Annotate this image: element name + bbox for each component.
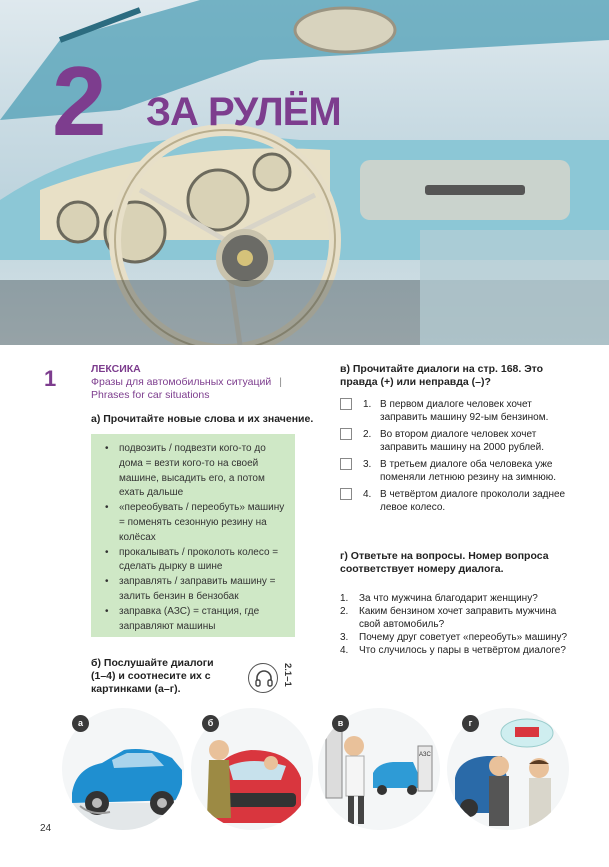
statement-text: В третьем диалоге оба человека уже поменяли летнюю резину на зимнюю. (380, 459, 557, 483)
picture-label: б (202, 715, 219, 732)
question-item (340, 644, 580, 657)
question-text: Каким бензином хочет заправить мужчина свой автомобиль? (359, 606, 557, 630)
task-v-title: в) Прочитайте диалоги на стр. 168. Это правда (+) или неправда (–)? (340, 363, 544, 388)
statement-text: В четвёртом диалоге прокололи заднее левое колесо. (380, 489, 566, 513)
question-text: За что мужчина благодарит женщину? (359, 593, 538, 604)
vocabulary-item: • «переобувать / переобуть» машину = поменять сезонную резину на колёсах (103, 501, 287, 545)
true-false-item (340, 488, 580, 514)
vocabulary-item: • прокалывать / проколоть колесо = сделать дырку в шине (103, 546, 287, 576)
hero-photo (0, 0, 609, 345)
item-number: 2. (363, 429, 372, 440)
section-label: ЛЕКСИКА (91, 363, 141, 375)
vocabulary-list (103, 442, 287, 634)
audio-button[interactable] (248, 663, 278, 693)
answer-checkbox[interactable] (340, 398, 352, 410)
item-number: 3. (340, 632, 349, 643)
vocabulary-box (91, 434, 295, 637)
item-number: 2. (340, 606, 349, 617)
answer-checkbox[interactable] (340, 428, 352, 440)
picture-label: г (462, 715, 479, 732)
station-sign: АЗС (419, 752, 431, 758)
answer-checkbox[interactable] (340, 488, 352, 500)
vocabulary-item: • заправка (АЗС) = станция, где заправляют машины (103, 605, 287, 635)
true-false-item (340, 398, 580, 424)
statement-text: Во втором диалоге человек хочет заправить машину на 2000 рублей. (380, 429, 544, 453)
true-false-list (340, 398, 580, 518)
item-number: 4. (363, 489, 372, 500)
true-false-item (340, 428, 580, 454)
chapter-number: 2 (52, 46, 105, 156)
answer-checkbox[interactable] (340, 458, 352, 470)
section-subtitle-en: Phrases for car situations (91, 389, 210, 401)
subtitle-separator: | (279, 376, 282, 388)
section-subtitle (91, 376, 306, 389)
task-g-title: г) Ответьте на вопросы. Номер вопроса соответствует номеру диалога. (340, 550, 549, 575)
item-number: 1. (340, 593, 349, 604)
headphones-icon (254, 669, 274, 689)
questions-list (340, 592, 580, 657)
picture-label: а (72, 715, 89, 732)
task-a-title: а) Прочитайте новые слова и их значение. (91, 413, 314, 425)
section-subtitle-ru: Фразы для автомобильных ситуаций (91, 376, 272, 388)
statement-text: В первом диалоге человек хочет заправить машину 92-ым бензином. (380, 399, 549, 423)
true-false-item (340, 458, 580, 484)
question-item (340, 592, 580, 605)
item-number: 3. (363, 459, 372, 470)
page-number: 24 (40, 823, 52, 834)
question-item (340, 631, 580, 644)
section-header (91, 363, 306, 402)
question-item (340, 605, 580, 631)
vocabulary-item: • заправлять / заправить машину = залить бензин в бензобак (103, 575, 287, 605)
audio-track-number: 2.1–1 (282, 663, 293, 687)
question-text: Что случилось у пары в четвёртом диалоге? (359, 645, 566, 656)
task-b-title: б) Послушайте диалоги (1–4) и соотнесите их с картинками (а–г). (91, 657, 214, 695)
question-text: Почему друг советует «переобуть» машину? (359, 632, 568, 643)
section-number: 1 (44, 366, 57, 391)
item-number: 1. (363, 399, 372, 410)
picture-label: в (332, 715, 349, 732)
item-number: 4. (340, 645, 349, 656)
vocabulary-item: • подвозить / подвезти кого-то до дома = везти кого-то на своей машине, высадить его, а потом ехать дальше (103, 442, 287, 501)
chapter-title: ЗА РУЛЁМ (146, 90, 341, 134)
